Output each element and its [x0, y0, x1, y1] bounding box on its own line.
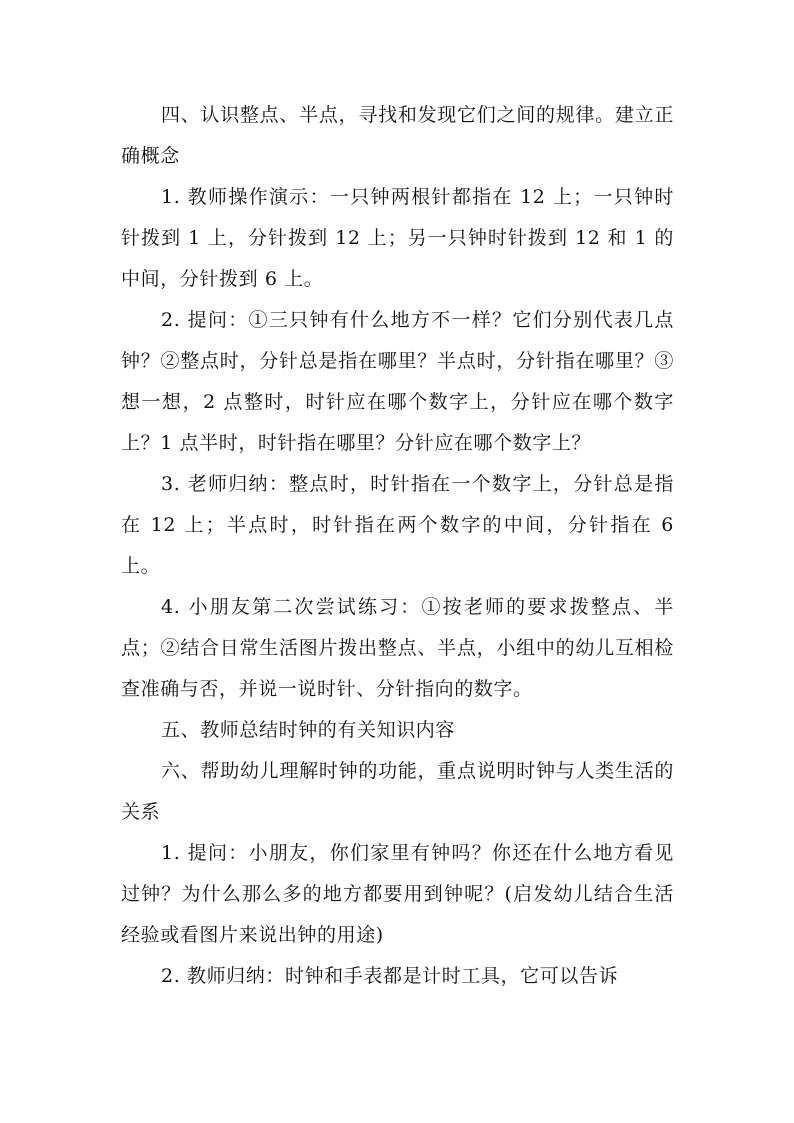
- paragraph-summary: 3. 老师归纳：整点时，时针指在一个数字上，分针总是指在 12 上；半点时，时针指在两个数字的中间，分针指在 6 上。: [121, 473, 674, 577]
- paragraph-conclusion: 2. 教师归纳：时钟和手表都是计时工具，它可以告诉: [161, 965, 619, 987]
- section-heading-5: 五、教师总结时钟的有关知识内容: [161, 719, 456, 741]
- paragraph-demo: 1. 教师操作演示：一只钟两根针都指在 12 上；一只钟时针拨到 1 上，分针拨到 12 上；另一只钟时针拨到 12 和 1 的中间，分针拨到 6 上。: [121, 186, 674, 290]
- document-body: [121, 95, 674, 997]
- paragraph-ask: 1. 提问：小朋友，你们家里有钟吗？你还在什么地方看见过钟？为什么那么多的地方都要用到钟呢？(启发幼儿结合生活经验或看图片来说出钟的用途): [121, 842, 674, 946]
- section-heading-4: 四、认识整点、半点，寻找和发现它们之间的规律。建立正确概念: [121, 104, 674, 167]
- paragraph-questions: 2. 提问：①三只钟有什么地方不一样？它们分别代表几点钟？②整点时，分针总是指在哪里？半点时，分针指在哪里？③想一想，2 点整时，时针应在哪个数字上，分针应在哪个数字上？1 点半时，时针指在哪里？分针应在哪个数字上？: [121, 309, 674, 454]
- section-heading-6: 六、帮助幼儿理解时钟的功能，重点说明时钟与人类生活的关系: [121, 760, 674, 823]
- paragraph-practice: 4. 小朋友第二次尝试练习：①按老师的要求拨整点、半点；②结合日常生活图片拨出整点、半点，小组中的幼儿互相检查准确与否，并说一说时针、分针指向的数字。: [121, 596, 674, 700]
